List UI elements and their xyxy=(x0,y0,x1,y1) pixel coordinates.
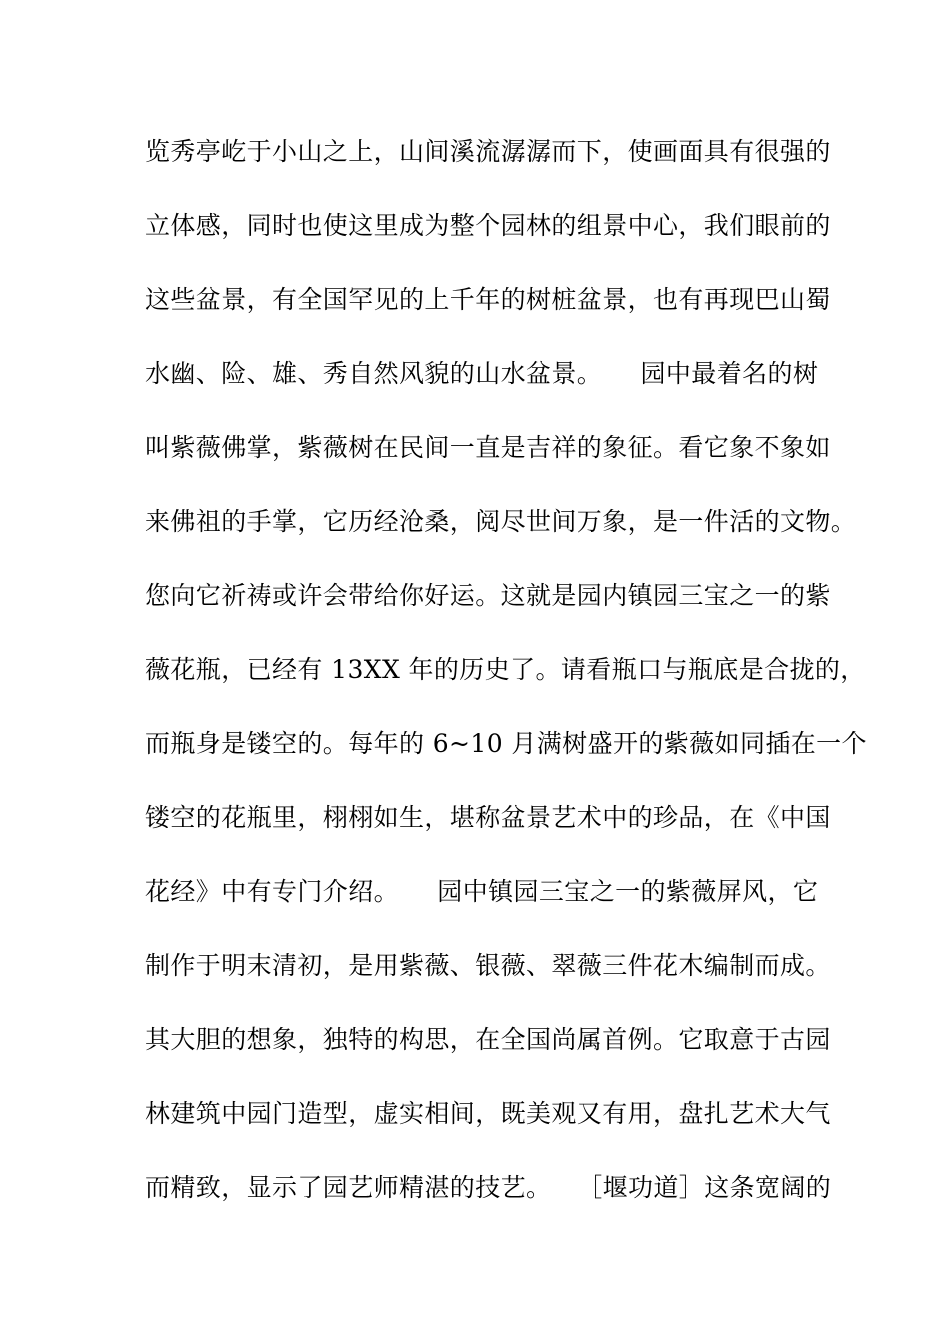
body-text xyxy=(145,128,867,1238)
text-line: 其大胆的想象，独特的构思，在全国尚属首例。它取意于古园 xyxy=(145,1025,831,1054)
text-line: 水幽、险、雄、秀自然风貌的山水盆景。 园中最着名的树 xyxy=(145,359,819,388)
text-line: 您向它祈祷或许会带给你好运。这就是园内镇园三宝之一的紫 xyxy=(145,581,831,610)
text-line: 花经》中有专门介绍。 园中镇园三宝之一的紫薇屏风，它 xyxy=(145,877,819,906)
text-line: 叫紫薇佛掌，紫薇树在民间一直是吉祥的象征。看它象不象如 xyxy=(145,433,831,462)
text-line: 林建筑中园门造型，虚实相间，既美观又有用，盘扎艺术大气 xyxy=(145,1099,831,1128)
text-line: 镂空的花瓶里，栩栩如生，堪称盆景艺术中的珍品，在《中国 xyxy=(145,803,831,832)
text-line: 而精致，显示了园艺师精湛的技艺。 ［堰功道］这条宽阔的 xyxy=(145,1173,832,1202)
text-line: 这些盆景，有全国罕见的上千年的树桩盆景，也有再现巴山蜀 xyxy=(145,285,831,314)
text-line: 制作于明末清初，是用紫薇、银薇、翠薇三件花木编制而成。 xyxy=(145,951,831,980)
text-line: 薇花瓶，已经有 13XX 年的历史了。请看瓶口与瓶底是合拢的， xyxy=(145,655,866,684)
text-line: 而瓶身是镂空的。每年的 6~10 月满树盛开的紫薇如同插在一个 xyxy=(145,729,867,758)
text-line: 立体感，同时也使这里成为整个园林的组景中心，我们眼前的 xyxy=(145,211,831,240)
text-line: 览秀亭屹于小山之上，山间溪流潺潺而下，使画面具有很强的 xyxy=(145,137,831,166)
text-line: 来佛祖的手掌，它历经沧桑，阅尽世间万象，是一件活的文物。 xyxy=(145,507,857,536)
